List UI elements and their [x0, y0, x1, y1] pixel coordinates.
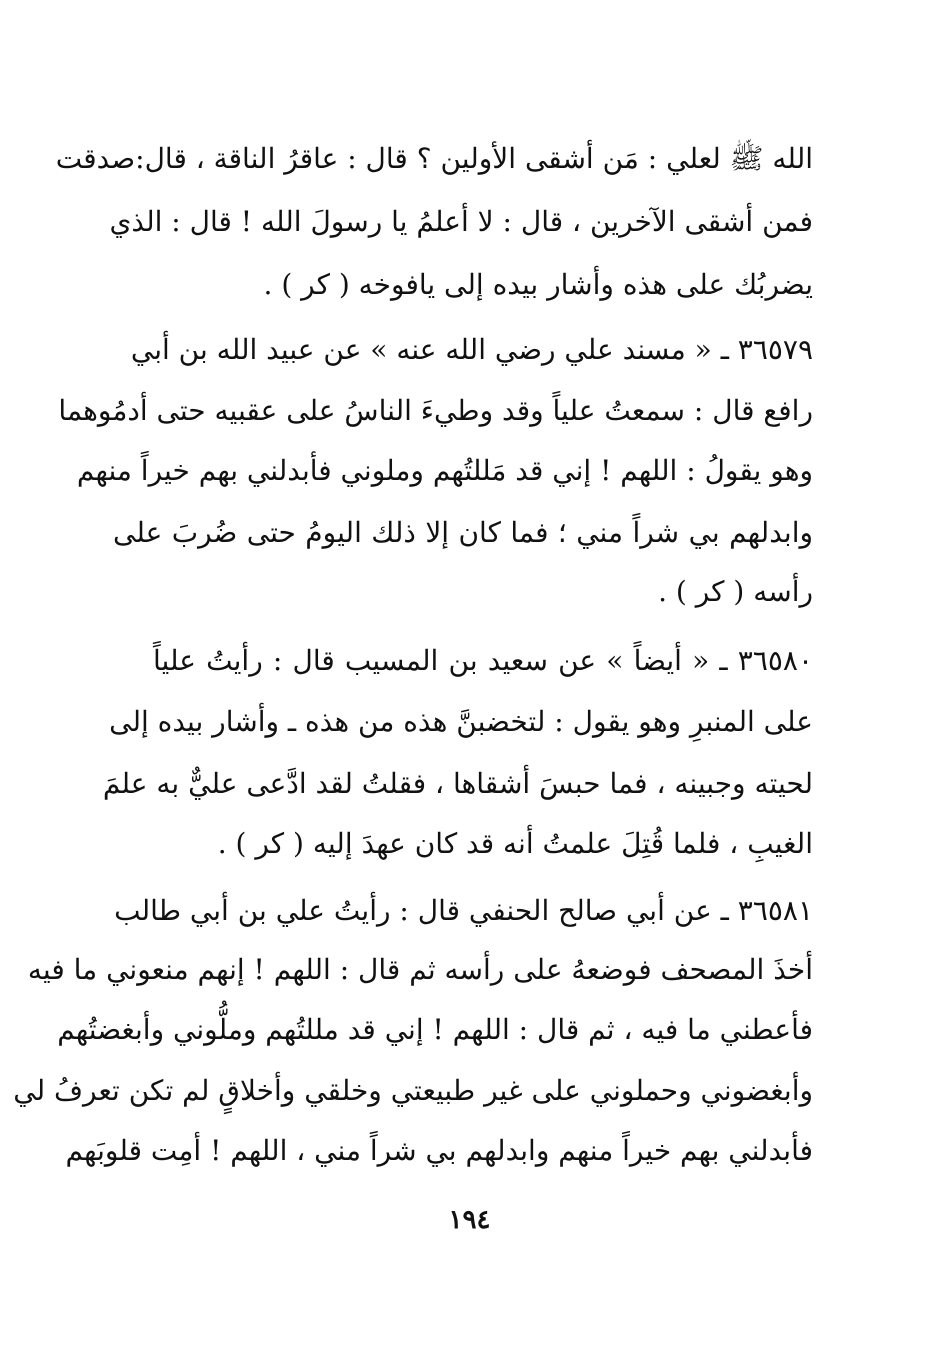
text-line: فأبدلني بهم خيراً منهم وابدلهم بي شراً مني ، اللهم ! أمِت قلوبَهم	[65, 1134, 813, 1167]
text-line: على المنبرِ وهو يقول : لتخضبنَّ هذه من هذه ـ وأشار بيده إلى	[109, 705, 813, 738]
entry-heading-line: ٣٦٥٨٠ ـ « أيضاً » عن سعيد بن المسيب قال : رأيتُ علياً	[153, 644, 813, 677]
text-line: أخذَ المصحف فوضعهُ على رأسه ثم قال : اللهم ! إنهم منعوني ما فيه	[27, 953, 813, 986]
text-line: فمن أشقى الآخرين ، قال : لا أعلمُ يا رسولَ الله ! قال : الذي	[109, 205, 813, 238]
entry-heading-line: ٣٦٥٨١ ـ عن أبي صالح الحنفي قال : رأيتُ علي بن أبي طالب	[114, 894, 813, 927]
text-line: وابدلهم بي شراً مني ؛ فما كان إلا ذلك اليومُ حتى ضُربَ على	[113, 516, 813, 549]
page-number: ١٩٤	[448, 1205, 491, 1235]
entry-heading-line: ٣٦٥٧٩ ـ « مسند علي رضي الله عنه » عن عبيد الله بن أبي	[130, 333, 813, 366]
text-line: وأبغضوني وحملوني على غير طبيعتي وخلقي وأخلاقٍ لم تكن تعرفُ لي	[13, 1074, 813, 1107]
text-line: وهو يقولُ : اللهم ! إني قد مَللتُهم وملوني فأبدلني بهم خيراً منهم	[76, 454, 813, 487]
text-line: يضربُك على هذه وأشار بيده إلى يافوخه ( كر ) .	[263, 268, 813, 301]
text-line: الله ﷺ لعلي : مَن أشقى الأولين ؟ قال : عاقرُ الناقة ، قال:صدقت	[55, 142, 813, 175]
text-line: فأعطني ما فيه ، ثم قال : اللهم ! إني قد مللتُهم وملُّوني وأبغضتُهم	[57, 1013, 813, 1046]
text-line: الغيبِ ، فلما قُتِلَ علمتُ أنه قد كان عهدَ إليه ( كر ) .	[217, 827, 813, 860]
text-line: رأسه ( كر ) .	[658, 575, 813, 608]
text-line: رافع قال : سمعتُ علياً وقد وطيءَ الناسُ على عقبيه حتى أدمُوهما	[58, 394, 813, 427]
text-line: لحيته وجبينه ، فما حبسَ أشقاها ، فقلتُ لقد ادَّعى عليٌّ به علمَ	[102, 767, 813, 800]
